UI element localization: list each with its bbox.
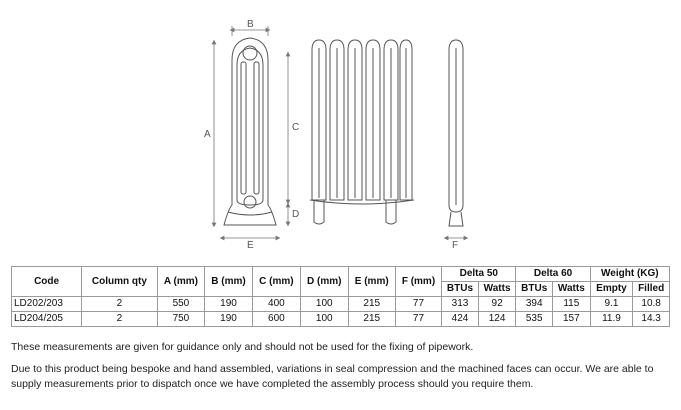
table-cell: 190: [205, 312, 253, 327]
table-cell: 9.1: [590, 297, 633, 312]
header-c: C (mm): [252, 267, 300, 297]
header-column-qty: Column qty: [82, 267, 158, 297]
dimension-label-a: A: [204, 129, 211, 140]
header-delta-60: Delta 60: [516, 267, 590, 282]
table-cell: 2: [82, 312, 158, 327]
table-cell: 77: [395, 297, 441, 312]
dimension-label-b: B: [247, 19, 254, 30]
radiator-specification-table: [11, 266, 670, 327]
end-view: [449, 40, 463, 226]
header-delta50-btus: BTUs: [442, 282, 479, 297]
table-cell: 424: [442, 312, 479, 327]
table-cell-code: LD204/205: [12, 312, 82, 327]
header-delta60-btus: BTUs: [516, 282, 553, 297]
table-cell: 10.8: [633, 297, 670, 312]
header-code: Code: [12, 267, 82, 297]
table-cell: 313: [442, 297, 479, 312]
dimension-lines: [214, 26, 466, 238]
table-cell: 600: [252, 312, 300, 327]
dimension-label-f: F: [452, 240, 459, 251]
table-cell: 750: [157, 312, 204, 327]
header-delta60-watts: Watts: [553, 282, 591, 297]
table-cell: 215: [348, 297, 395, 312]
table-cell: 100: [300, 312, 348, 327]
header-weight: Weight (KG): [590, 267, 669, 282]
header-b: B (mm): [205, 267, 253, 297]
header-d: D (mm): [300, 267, 348, 297]
table-cell: 115: [553, 297, 591, 312]
dimension-label-e: E: [247, 240, 254, 251]
dimension-label-c: C: [292, 122, 300, 133]
header-a: A (mm): [157, 267, 204, 297]
table-cell: 394: [516, 297, 553, 312]
table-cell: 100: [300, 297, 348, 312]
header-delta-50: Delta 50: [442, 267, 516, 282]
guidance-note: These measurements are given for guidance only and should not be used for the fixing of pipework.: [11, 341, 474, 353]
dimension-labels: [204, 19, 458, 251]
table-row: [12, 297, 670, 312]
table-cell: 14.3: [633, 312, 670, 327]
table-cell: 124: [478, 312, 516, 327]
table-cell: 77: [395, 312, 441, 327]
header-weight-filled: Filled: [633, 282, 670, 297]
table-cell: 215: [348, 312, 395, 327]
table-cell: 157: [553, 312, 591, 327]
table-cell: 550: [157, 297, 204, 312]
table-cell: 92: [478, 297, 516, 312]
table-row: [12, 312, 670, 327]
table-cell: 190: [205, 297, 253, 312]
header-f: F (mm): [395, 267, 441, 297]
multi-column-view: [310, 40, 414, 224]
table-cell: 535: [516, 312, 553, 327]
header-weight-empty: Empty: [590, 282, 633, 297]
table-cell: 400: [252, 297, 300, 312]
header-delta50-watts: Watts: [478, 282, 516, 297]
assembly-variation-note: Due to this product being bespoke and hand assembled, variations in seal compression and the machined faces can occur. We are able to supply measurements prior to dispatch once we have completed the assembly process should you require them.: [11, 363, 654, 390]
table-cell: 2: [82, 297, 158, 312]
table-cell: 11.9: [590, 312, 633, 327]
front-view: [224, 38, 276, 225]
table-cell-code: LD202/203: [12, 297, 82, 312]
dimension-label-d: D: [292, 209, 300, 220]
header-e: E (mm): [348, 267, 395, 297]
